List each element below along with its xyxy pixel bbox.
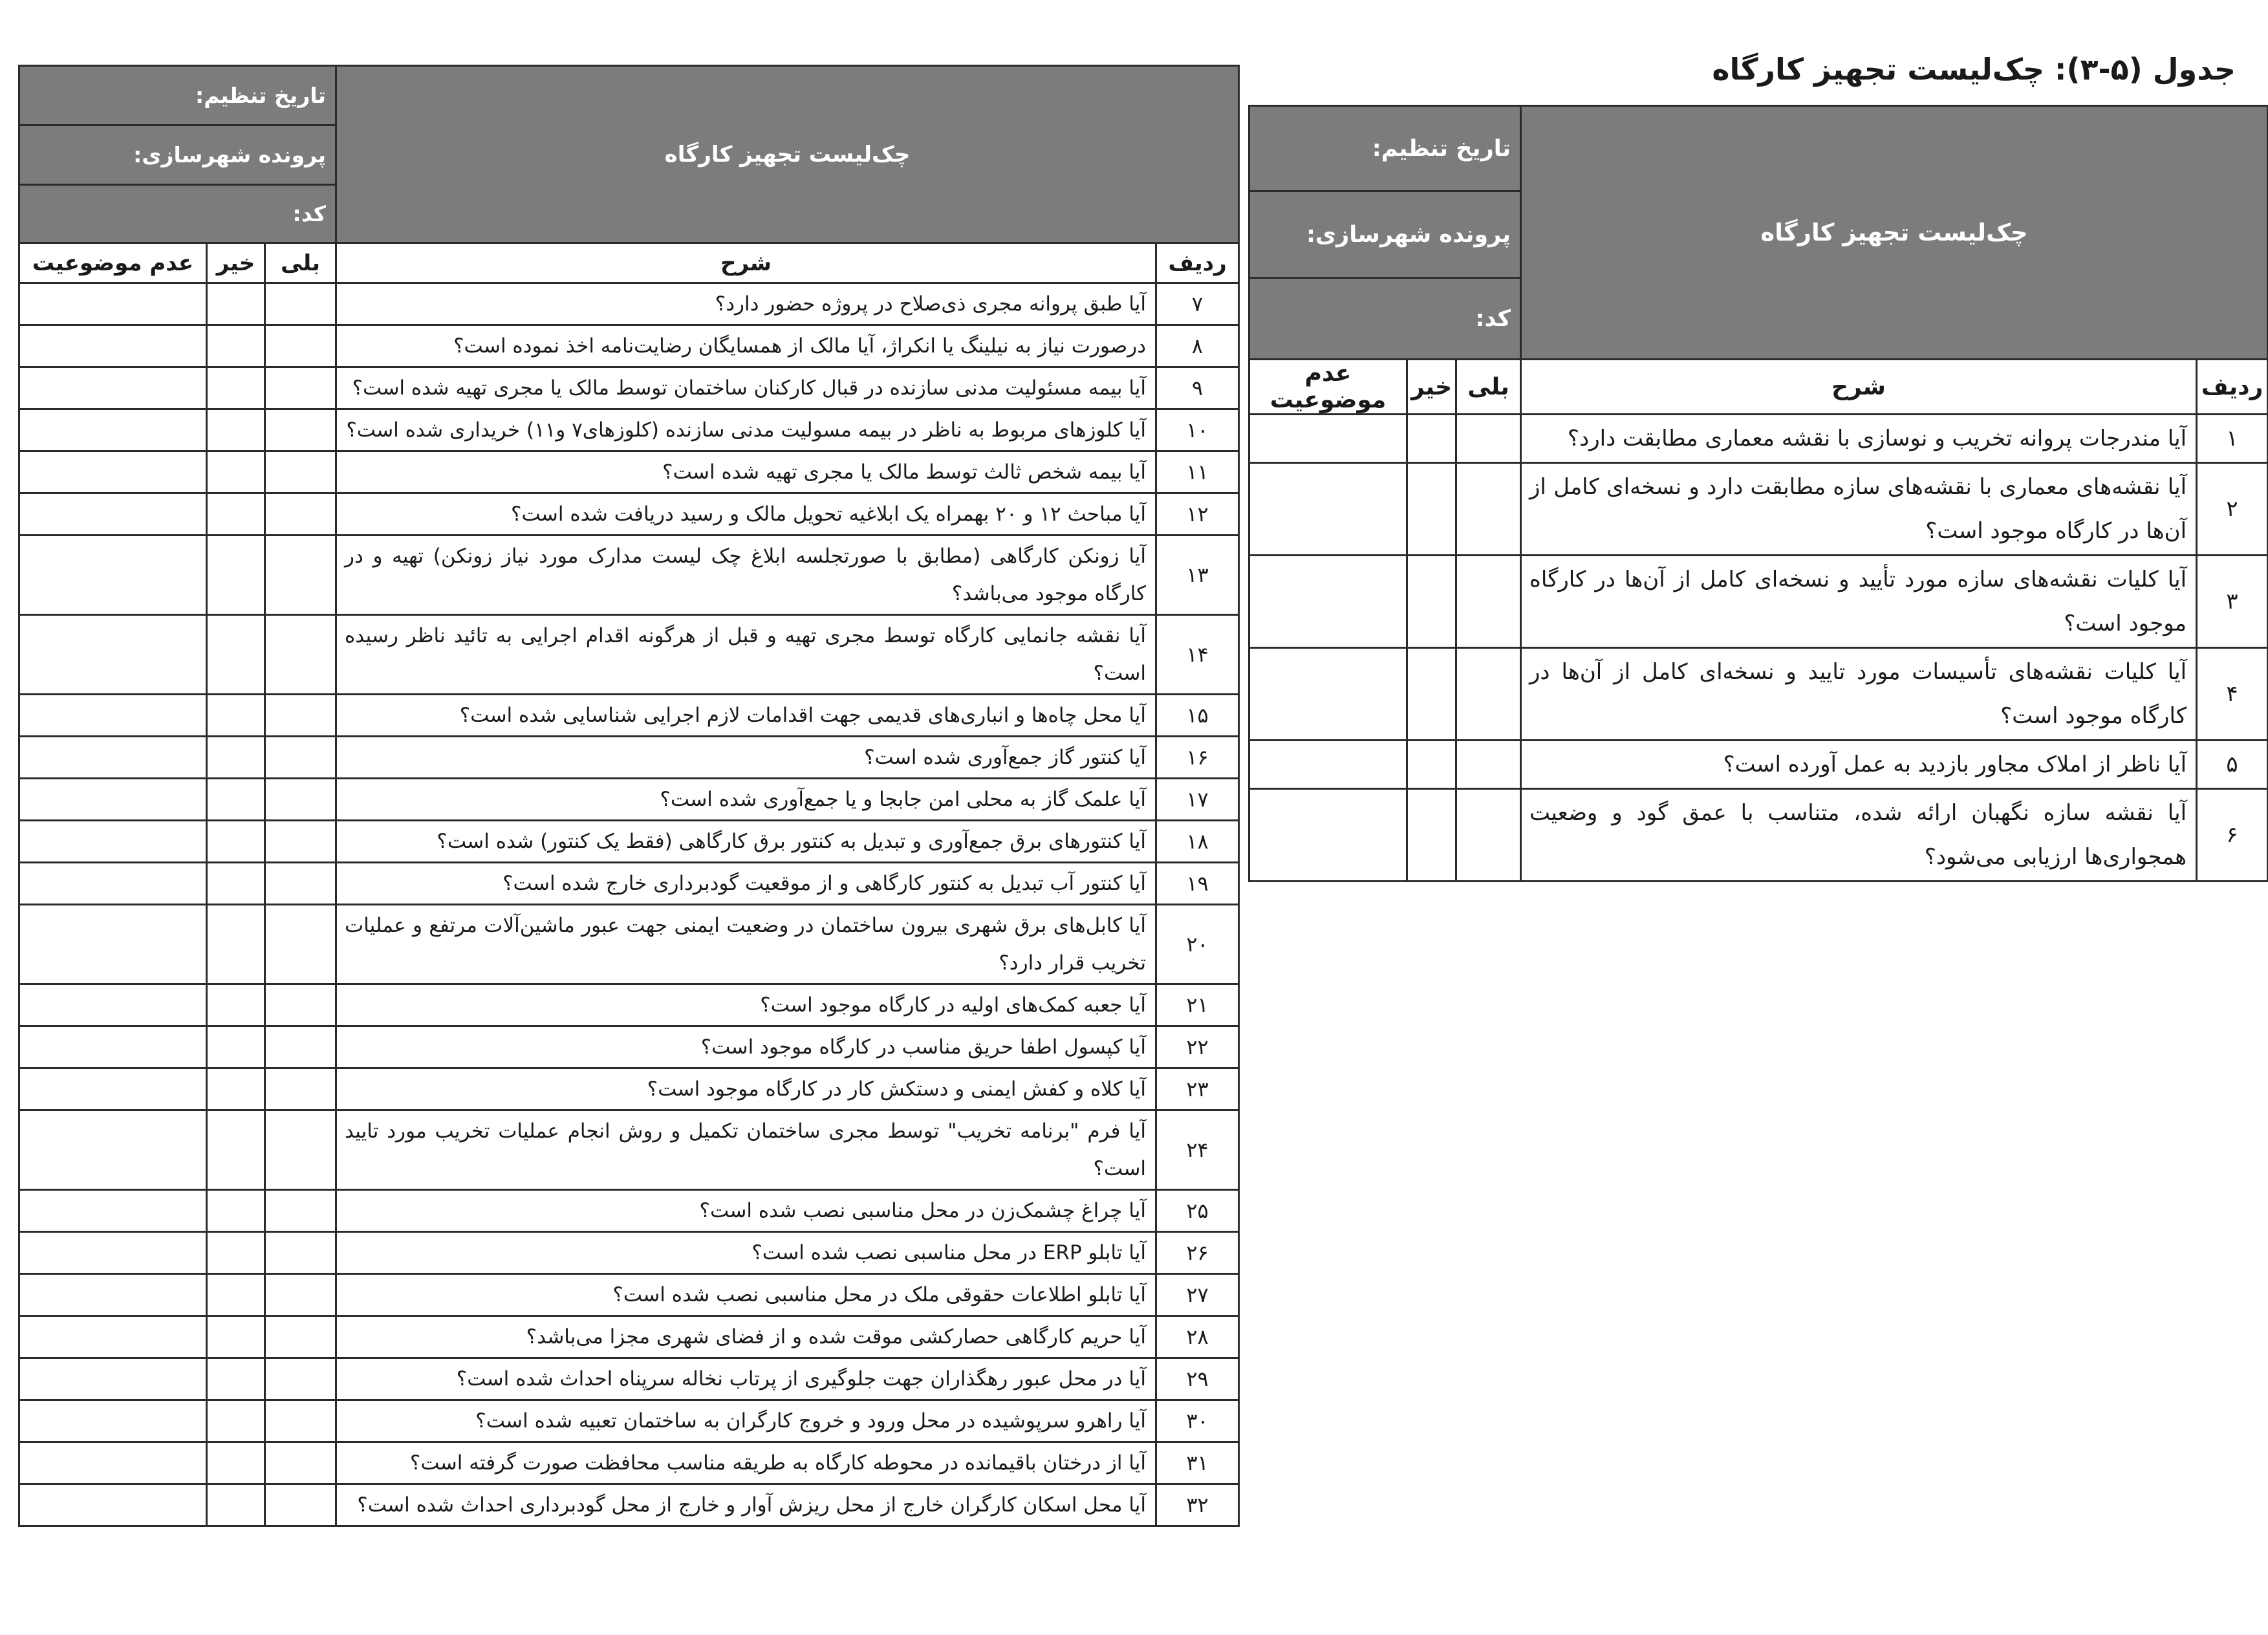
row-description: آیا علمک گاز به محلی امن جابجا و یا جمع‌آوری شده است؟ bbox=[336, 779, 1156, 821]
table-row bbox=[19, 367, 1239, 409]
answer-cell-na[interactable] bbox=[19, 821, 207, 863]
answer-cell-na[interactable] bbox=[1249, 415, 1407, 463]
table-row bbox=[19, 325, 1239, 367]
answer-cell-no[interactable] bbox=[207, 863, 265, 905]
answer-cell-na[interactable] bbox=[19, 1400, 207, 1442]
table-row bbox=[1249, 741, 2268, 789]
table-row bbox=[1249, 556, 2268, 648]
answer-cell-na[interactable] bbox=[19, 1274, 207, 1316]
answer-cell-no[interactable] bbox=[207, 779, 265, 821]
answer-cell-yes[interactable] bbox=[265, 615, 336, 695]
answer-cell-na[interactable] bbox=[19, 1232, 207, 1274]
date-label: تاریخ تنظیم: bbox=[19, 66, 336, 125]
answer-cell-yes[interactable] bbox=[265, 1274, 336, 1316]
answer-cell-na[interactable] bbox=[1249, 741, 1407, 789]
answer-cell-yes[interactable] bbox=[265, 1316, 336, 1358]
table-row bbox=[19, 536, 1239, 615]
row-number: ۱۱ bbox=[1156, 451, 1239, 493]
file-label: پرونده شهرسازی: bbox=[1249, 191, 1521, 278]
table-row bbox=[1249, 648, 2268, 741]
row-number: ۱۵ bbox=[1156, 695, 1239, 737]
row-number: ۱۹ bbox=[1156, 863, 1239, 905]
answer-cell-yes[interactable] bbox=[265, 984, 336, 1026]
answer-cell-no[interactable] bbox=[207, 984, 265, 1026]
table-row bbox=[19, 283, 1239, 325]
row-description: آیا کلاه و کفش ایمنی و دستکش کار در کارگاه موجود است؟ bbox=[336, 1068, 1156, 1110]
answer-cell-yes[interactable] bbox=[265, 367, 336, 409]
row-description: آیا کپسول اطفا حریق مناسب در کارگاه موجود است؟ bbox=[336, 1026, 1156, 1068]
answer-cell-yes[interactable] bbox=[265, 695, 336, 737]
checklist-title: چک‌لیست تجهیز کارگاه bbox=[336, 66, 1239, 243]
table-row bbox=[19, 615, 1239, 695]
row-number: ۱۶ bbox=[1156, 737, 1239, 779]
answer-cell-na[interactable] bbox=[19, 984, 207, 1026]
row-number: ۷ bbox=[1156, 283, 1239, 325]
answer-cell-no[interactable] bbox=[1407, 789, 1456, 882]
answer-cell-na[interactable] bbox=[19, 451, 207, 493]
table-row bbox=[19, 1190, 1239, 1232]
row-number: ۳۲ bbox=[1156, 1484, 1239, 1526]
answer-cell-yes[interactable] bbox=[265, 821, 336, 863]
answer-cell-no[interactable] bbox=[1407, 648, 1456, 741]
column-header-row: ردیف bbox=[2197, 360, 2268, 415]
code-label: کد: bbox=[1249, 278, 1521, 360]
row-number: ۲۶ bbox=[1156, 1232, 1239, 1274]
answer-cell-na[interactable] bbox=[1249, 789, 1407, 882]
table-row bbox=[19, 1232, 1239, 1274]
row-number: ۲۰ bbox=[1156, 905, 1239, 984]
row-description: آیا تابلو اطلاعات حقوقی ملک در محل مناسبی نصب شده است؟ bbox=[336, 1274, 1156, 1316]
answer-cell-no[interactable] bbox=[207, 536, 265, 615]
column-header-na: عدم موضوعیت bbox=[19, 243, 207, 283]
answer-cell-yes[interactable] bbox=[265, 779, 336, 821]
answer-cell-na[interactable] bbox=[19, 1026, 207, 1068]
table-row bbox=[19, 779, 1239, 821]
answer-cell-yes[interactable] bbox=[1456, 648, 1521, 741]
table-row bbox=[19, 493, 1239, 536]
answer-cell-na[interactable] bbox=[19, 905, 207, 984]
answer-cell-no[interactable] bbox=[207, 1026, 265, 1068]
row-description: آیا نقشه سازه نگهبان ارائه شده، متناسب با عمق گود و وضعیت همجواری‌ها ارزیابی می‌شود؟ bbox=[1521, 789, 2197, 882]
row-number: ۲ bbox=[2197, 463, 2268, 556]
table-row bbox=[19, 1358, 1239, 1400]
table-row bbox=[19, 984, 1239, 1026]
answer-cell-no[interactable] bbox=[207, 695, 265, 737]
answer-cell-na[interactable] bbox=[1249, 463, 1407, 556]
table-row bbox=[1249, 463, 2268, 556]
row-description: آیا راهرو سرپوشیده در محل ورود و خروج کارگران به ساختمان تعبیه شده است؟ bbox=[336, 1400, 1156, 1442]
row-number: ۱۲ bbox=[1156, 493, 1239, 536]
row-description: آیا کنتور آب تبدیل به کنتور کارگاهی و از موقعیت گودبرداری خارج شده است؟ bbox=[336, 863, 1156, 905]
table-row bbox=[19, 905, 1239, 984]
column-header-no: خیر bbox=[1407, 360, 1456, 415]
column-header-yes: بلی bbox=[265, 243, 336, 283]
answer-cell-yes[interactable] bbox=[265, 1026, 336, 1068]
row-description: آیا نقشه‌های معماری با نقشه‌های سازه مطابقت دارد و نسخه‌ای کامل از آن‌ها در کارگاه موجود است؟ bbox=[1521, 463, 2197, 556]
row-description: آیا از درختان باقیمانده در محوطه کارگاه به طریقه مناسب محافظت صورت گرفته است؟ bbox=[336, 1442, 1156, 1484]
answer-cell-no[interactable] bbox=[207, 493, 265, 536]
answer-cell-yes[interactable] bbox=[1456, 789, 1521, 882]
answer-cell-no[interactable] bbox=[207, 409, 265, 451]
row-description: آیا حریم کارگاهی حصارکشی موقت شده و از فضای شهری مجزا می‌باشد؟ bbox=[336, 1316, 1156, 1358]
row-description: آیا طبق پروانه مجری ذی‌صلاح در پروژه حضور دارد؟ bbox=[336, 283, 1156, 325]
row-description: آیا مندرجات پروانه تخریب و نوسازی با نقشه معماری مطابقت دارد؟ bbox=[1521, 415, 2197, 463]
answer-cell-no[interactable] bbox=[1407, 741, 1456, 789]
answer-cell-na[interactable] bbox=[19, 737, 207, 779]
row-description: آیا کنتورهای برق جمع‌آوری و تبدیل به کنتور برق کارگاهی (فقط یک کنتور) شده است؟ bbox=[336, 821, 1156, 863]
table-row bbox=[19, 821, 1239, 863]
row-description: آیا جعبه کمک‌های اولیه در کارگاه موجود است؟ bbox=[336, 984, 1156, 1026]
row-description: آیا کلیات نقشه‌های سازه مورد تأیید و نسخه‌ای کامل از آن‌ها در کارگاه موجود است؟ bbox=[1521, 556, 2197, 648]
row-number: ۲۲ bbox=[1156, 1026, 1239, 1068]
answer-cell-na[interactable] bbox=[19, 493, 207, 536]
answer-cell-na[interactable] bbox=[19, 1190, 207, 1232]
row-description: آیا کنتور گاز جمع‌آوری شده است؟ bbox=[336, 737, 1156, 779]
table-row bbox=[19, 409, 1239, 451]
row-number: ۲۸ bbox=[1156, 1316, 1239, 1358]
answer-cell-no[interactable] bbox=[207, 737, 265, 779]
answer-cell-no[interactable] bbox=[207, 451, 265, 493]
row-description: آیا کلیات نقشه‌های تأسیسات مورد تایید و نسخه‌ای کامل از آن‌ها در کارگاه موجود است؟ bbox=[1521, 648, 2197, 741]
row-description: آیا کلوزهای مربوط به ناظر در بیمه مسولیت مدنی سازنده (کلوزهای۷ و۱۱) خریداری شده است؟ bbox=[336, 409, 1156, 451]
table-row bbox=[19, 1274, 1239, 1316]
answer-cell-no[interactable] bbox=[1407, 463, 1456, 556]
checklist-table bbox=[1248, 105, 2268, 882]
answer-cell-no[interactable] bbox=[1407, 556, 1456, 648]
answer-cell-yes[interactable] bbox=[265, 737, 336, 779]
table-row bbox=[19, 695, 1239, 737]
table-row bbox=[19, 863, 1239, 905]
answer-cell-yes[interactable] bbox=[265, 1358, 336, 1400]
answer-cell-yes[interactable] bbox=[1456, 415, 1521, 463]
answer-cell-yes[interactable] bbox=[1456, 556, 1521, 648]
table-row bbox=[19, 1442, 1239, 1484]
answer-cell-no[interactable] bbox=[207, 1110, 265, 1190]
answer-cell-no[interactable] bbox=[207, 1316, 265, 1358]
answer-cell-na[interactable] bbox=[19, 779, 207, 821]
answer-cell-yes[interactable] bbox=[265, 905, 336, 984]
column-header-yes: بلی bbox=[1456, 360, 1521, 415]
row-number: ۱۳ bbox=[1156, 536, 1239, 615]
answer-cell-na[interactable] bbox=[19, 615, 207, 695]
table-row bbox=[19, 1400, 1239, 1442]
checklist-title: چک‌لیست تجهیز کارگاه bbox=[1521, 106, 2268, 360]
answer-cell-no[interactable] bbox=[207, 367, 265, 409]
column-header-na: عدم موضوعیت bbox=[1249, 360, 1407, 415]
answer-cell-no[interactable] bbox=[207, 821, 265, 863]
row-description: آیا بیمه شخص ثالث توسط مالک یا مجری تهیه شده است؟ bbox=[336, 451, 1156, 493]
code-label: کد: bbox=[19, 185, 336, 243]
answer-cell-yes[interactable] bbox=[265, 325, 336, 367]
answer-cell-na[interactable] bbox=[19, 1484, 207, 1526]
row-number: ۸ bbox=[1156, 325, 1239, 367]
answer-cell-no[interactable] bbox=[207, 905, 265, 984]
table-row bbox=[19, 1068, 1239, 1110]
answer-cell-no[interactable] bbox=[207, 1232, 265, 1274]
table-row bbox=[19, 737, 1239, 779]
row-description: آیا مباحث ۱۲ و ۲۰ بهمراه یک ابلاغیه تحویل مالک و رسید دریافت شده است؟ bbox=[336, 493, 1156, 536]
answer-cell-na[interactable] bbox=[19, 863, 207, 905]
row-number: ۲۵ bbox=[1156, 1190, 1239, 1232]
answer-cell-yes[interactable] bbox=[265, 1190, 336, 1232]
table-row bbox=[19, 1316, 1239, 1358]
row-number: ۲۴ bbox=[1156, 1110, 1239, 1190]
row-number: ۱۸ bbox=[1156, 821, 1239, 863]
answer-cell-na[interactable] bbox=[19, 1110, 207, 1190]
answer-cell-yes[interactable] bbox=[265, 409, 336, 451]
table-row bbox=[1249, 789, 2268, 882]
row-number: ۲۹ bbox=[1156, 1358, 1239, 1400]
answer-cell-na[interactable] bbox=[19, 367, 207, 409]
answer-cell-yes[interactable] bbox=[265, 1232, 336, 1274]
row-number: ۶ bbox=[2197, 789, 2268, 882]
row-number: ۱۷ bbox=[1156, 779, 1239, 821]
answer-cell-no[interactable] bbox=[207, 1442, 265, 1484]
column-header-no: خیر bbox=[207, 243, 265, 283]
row-number: ۲۱ bbox=[1156, 984, 1239, 1026]
row-number: ۴ bbox=[2197, 648, 2268, 741]
table-row bbox=[19, 1110, 1239, 1190]
answer-cell-yes[interactable] bbox=[265, 1484, 336, 1526]
answer-cell-na[interactable] bbox=[19, 1442, 207, 1484]
answer-cell-na[interactable] bbox=[19, 283, 207, 325]
answer-cell-na[interactable] bbox=[19, 1316, 207, 1358]
answer-cell-yes[interactable] bbox=[265, 493, 336, 536]
row-description: آیا بیمه مسئولیت مدنی سازنده در قبال کارکنان ساختمان توسط مالک یا مجری تهیه شده است؟ bbox=[336, 367, 1156, 409]
answer-cell-na[interactable] bbox=[1249, 556, 1407, 648]
row-number: ۳ bbox=[2197, 556, 2268, 648]
answer-cell-no[interactable] bbox=[207, 283, 265, 325]
answer-cell-yes[interactable] bbox=[265, 536, 336, 615]
answer-cell-yes[interactable] bbox=[265, 283, 336, 325]
row-description: آیا تابلو ERP در محل مناسبی نصب شده است؟ bbox=[336, 1232, 1156, 1274]
row-description: آیا چراغ چشمک‌زن در محل مناسبی نصب شده است؟ bbox=[336, 1190, 1156, 1232]
row-description: آیا نقشه جانمایی کارگاه توسط مجری تهیه و قبل از هرگونه اقدام اجرایی به تائید ناظر رسیده است؟ bbox=[336, 615, 1156, 695]
answer-cell-na[interactable] bbox=[19, 1068, 207, 1110]
answer-cell-no[interactable] bbox=[207, 615, 265, 695]
row-number: ۵ bbox=[2197, 741, 2268, 789]
table-caption: جدول (۵-۳): چک‌لیست تجهیز کارگاه bbox=[1712, 52, 2236, 87]
answer-cell-na[interactable] bbox=[1249, 648, 1407, 741]
row-number: ۳۰ bbox=[1156, 1400, 1239, 1442]
row-number: ۹ bbox=[1156, 367, 1239, 409]
row-description: آیا ناظر از املاک مجاور بازدید به عمل آورده است؟ bbox=[1521, 741, 2197, 789]
table-row bbox=[19, 1026, 1239, 1068]
column-header-row: ردیف bbox=[1156, 243, 1239, 283]
answer-cell-na[interactable] bbox=[19, 695, 207, 737]
file-label: پرونده شهرسازی: bbox=[19, 125, 336, 185]
answer-cell-na[interactable] bbox=[19, 1358, 207, 1400]
row-number: ۱۴ bbox=[1156, 615, 1239, 695]
row-number: ۱۰ bbox=[1156, 409, 1239, 451]
row-description: آیا کابل‌های برق شهری بیرون ساختمان در وضعیت ایمنی جهت عبور ماشین‌آلات مرتفع و عملیات تخریب قرار دارد؟ bbox=[336, 905, 1156, 984]
answer-cell-no[interactable] bbox=[207, 1190, 265, 1232]
table-row bbox=[19, 1484, 1239, 1526]
table-row bbox=[19, 451, 1239, 493]
answer-cell-yes[interactable] bbox=[265, 451, 336, 493]
row-description: آیا محل چاه‌ها و انباری‌های قدیمی جهت اقدامات لازم اجرایی شناسایی شده است؟ bbox=[336, 695, 1156, 737]
row-description: آیا محل اسکان کارگران خارج از محل ریزش آوار و خارج از محل گودبرداری احداث شده است؟ bbox=[336, 1484, 1156, 1526]
answer-cell-yes[interactable] bbox=[1456, 741, 1521, 789]
row-description: آیا در محل عبور رهگذاران جهت جلوگیری از پرتاب نخاله سرپناه احداث شده است؟ bbox=[336, 1358, 1156, 1400]
answer-cell-yes[interactable] bbox=[1456, 463, 1521, 556]
row-number: ۱ bbox=[2197, 415, 2268, 463]
answer-cell-yes[interactable] bbox=[265, 863, 336, 905]
row-number: ۲۷ bbox=[1156, 1274, 1239, 1316]
answer-cell-yes[interactable] bbox=[265, 1400, 336, 1442]
answer-cell-yes[interactable] bbox=[265, 1068, 336, 1110]
answer-cell-no[interactable] bbox=[207, 1358, 265, 1400]
table-row bbox=[1249, 415, 2268, 463]
checklist-table-continued bbox=[18, 65, 1240, 1527]
answer-cell-no[interactable] bbox=[207, 1484, 265, 1526]
answer-cell-na[interactable] bbox=[19, 409, 207, 451]
answer-cell-no[interactable] bbox=[207, 1274, 265, 1316]
row-number: ۲۳ bbox=[1156, 1068, 1239, 1110]
column-header-desc: شرح bbox=[336, 243, 1156, 283]
answer-cell-na[interactable] bbox=[19, 325, 207, 367]
answer-cell-no[interactable] bbox=[1407, 415, 1456, 463]
answer-cell-na[interactable] bbox=[19, 536, 207, 615]
answer-cell-yes[interactable] bbox=[265, 1442, 336, 1484]
row-number: ۳۱ bbox=[1156, 1442, 1239, 1484]
answer-cell-no[interactable] bbox=[207, 1068, 265, 1110]
answer-cell-yes[interactable] bbox=[265, 1110, 336, 1190]
answer-cell-no[interactable] bbox=[207, 1400, 265, 1442]
row-description: درصورت نیاز به نیلینگ یا انکراژ، آیا مالک از همسایگان رضایت‌نامه اخذ نموده است؟ bbox=[336, 325, 1156, 367]
answer-cell-no[interactable] bbox=[207, 325, 265, 367]
row-description: آیا زونکن کارگاهی (مطابق با صورتجلسه ابلاغ چک لیست مدارک مورد نیاز زونکن) تهیه و در کارگاه موجود می‌باشد؟ bbox=[336, 536, 1156, 615]
date-label: تاریخ تنظیم: bbox=[1249, 106, 1521, 191]
column-header-desc: شرح bbox=[1521, 360, 2197, 415]
row-description: آیا فرم "برنامه تخریب" توسط مجری ساختمان تکمیل و روش انجام عملیات تخریب مورد تایید است؟ bbox=[336, 1110, 1156, 1190]
